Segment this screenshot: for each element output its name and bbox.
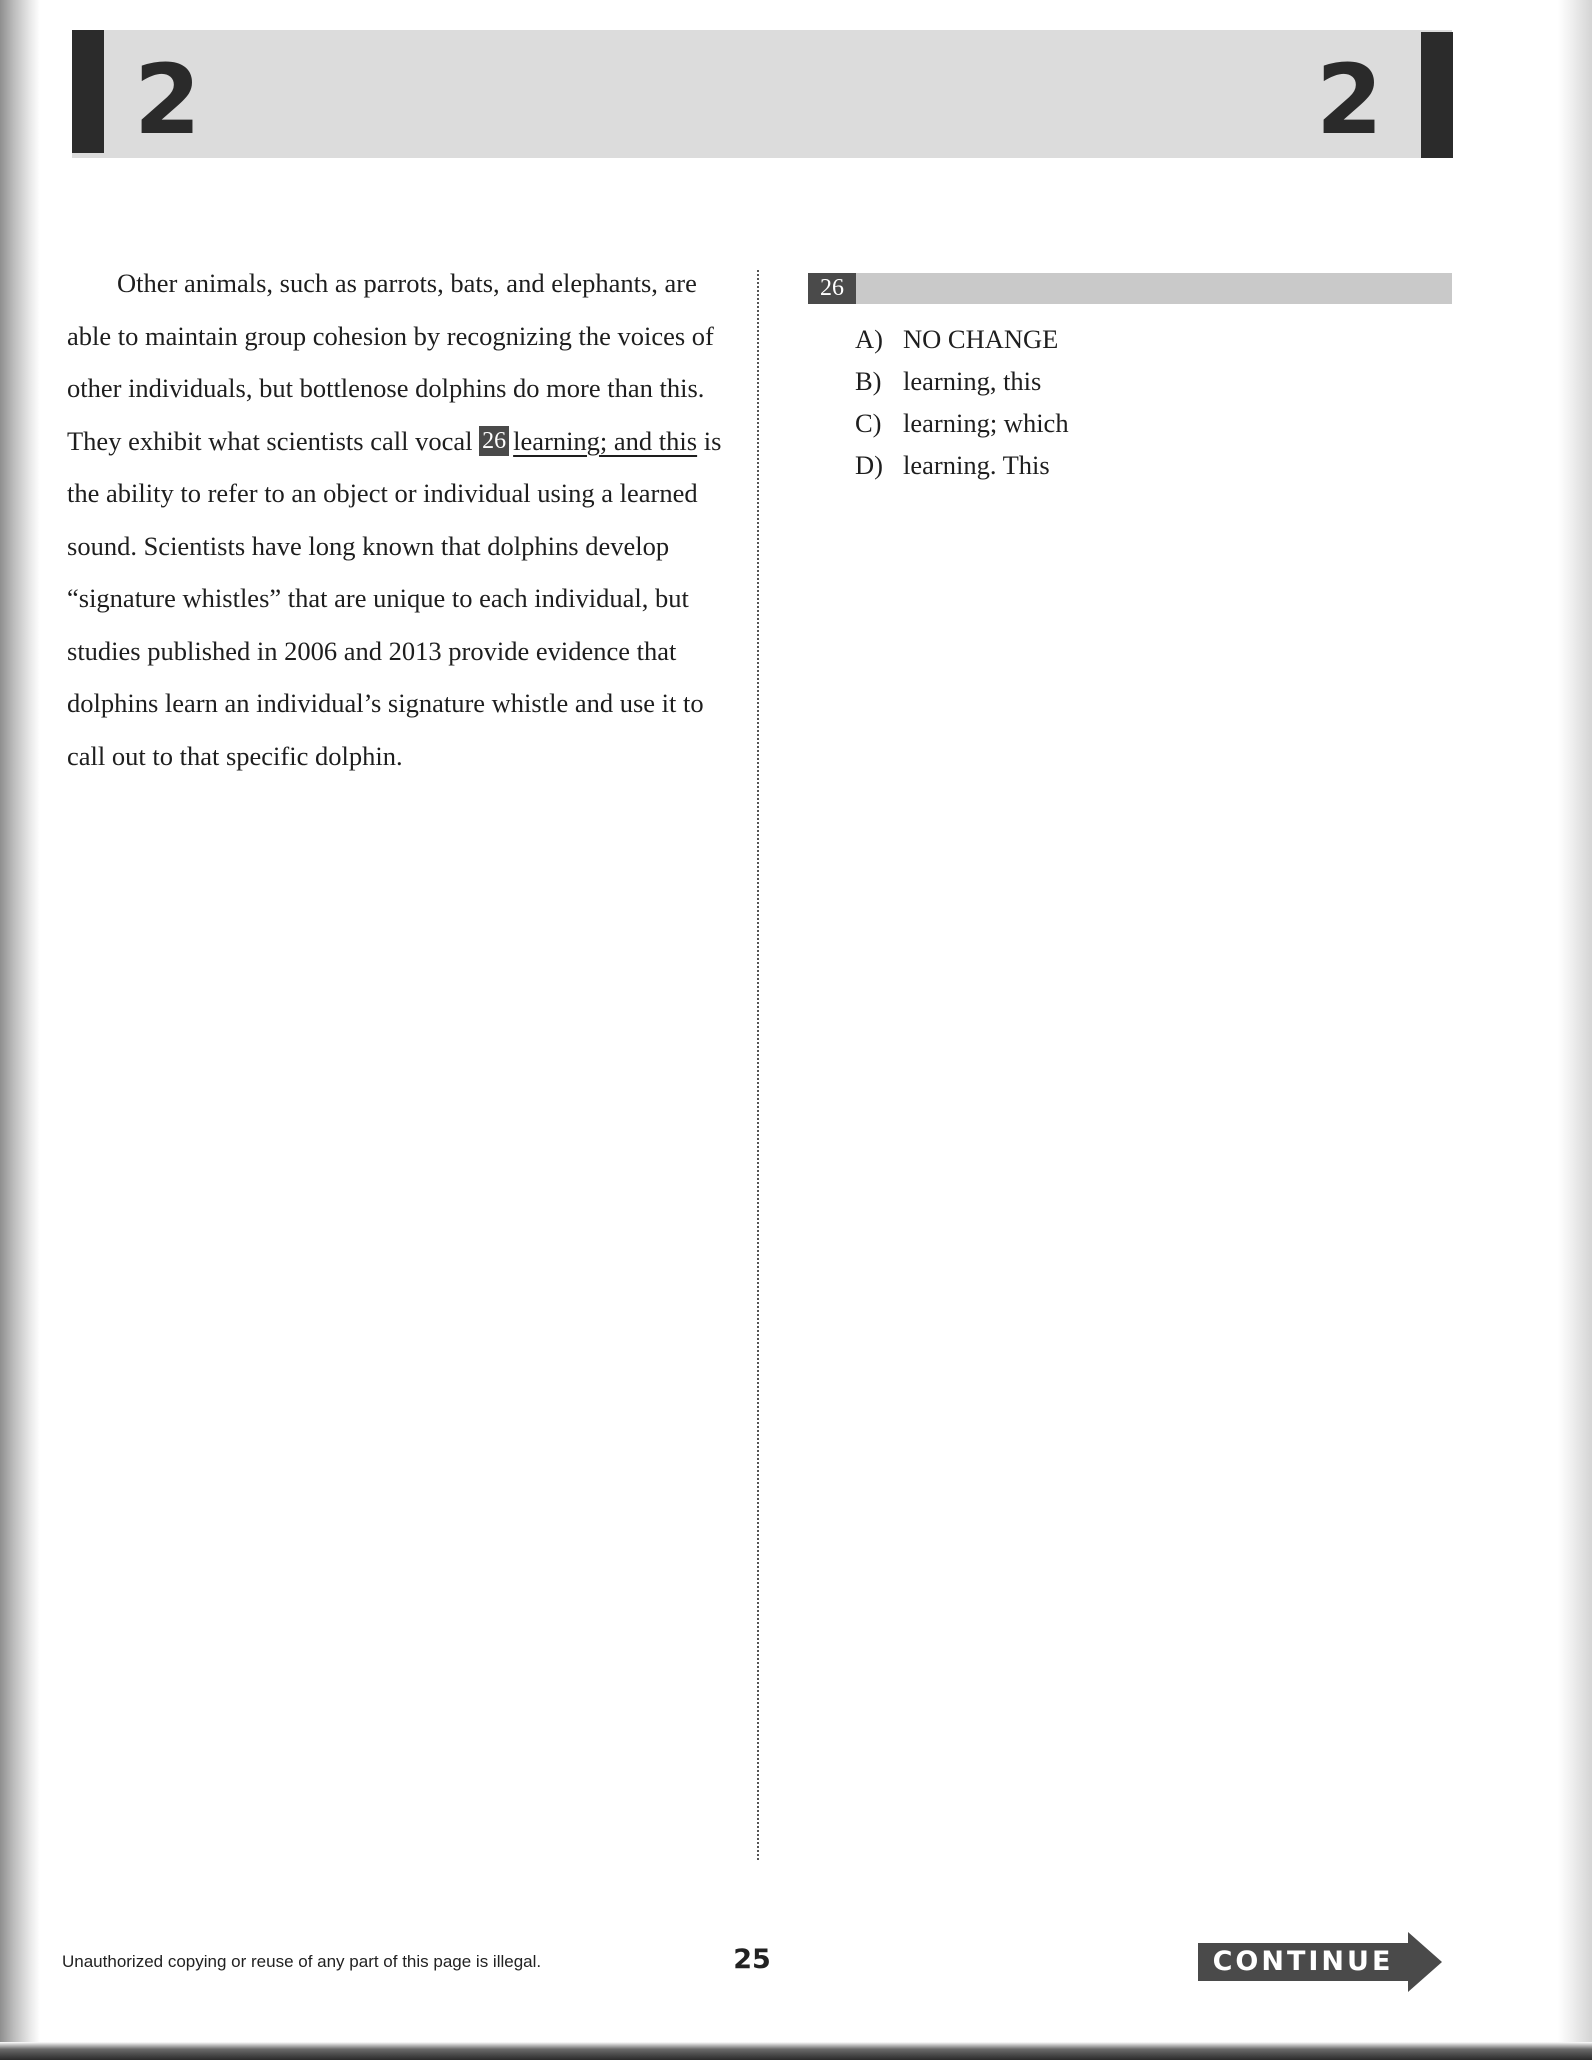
continue-label: CONTINUE — [1212, 1946, 1394, 1977]
question-number-badge: 26 — [479, 426, 509, 456]
section-number-right: 2 — [1316, 44, 1383, 156]
choice-letter: C) — [855, 408, 882, 438]
choice-text: learning; which — [903, 408, 1069, 438]
choice-letter: D) — [855, 450, 883, 480]
scan-right-edge — [1558, 0, 1592, 2060]
underlined-portion: learning; and this — [513, 425, 698, 456]
passage-text-after: is the ability to refer to an object or individual using a learned sound. Scientists have long known that dolphins develop “signature whistles” that are unique to each individual, but studies published in 2006 and 2013 provide evidence that dolphins learn an individual’s signature whistle and use it to call out to that specific dolphin. — [67, 425, 722, 771]
choice-d[interactable] — [855, 444, 1069, 486]
scan-left-shadow — [0, 0, 40, 2060]
choice-a[interactable] — [855, 318, 1069, 360]
scan-bottom-edge — [0, 2042, 1592, 2060]
section-header-band — [72, 30, 1452, 158]
question-number: 26 — [808, 273, 856, 304]
section-header-left-bar — [72, 30, 104, 153]
choice-text: learning, this — [903, 366, 1042, 396]
passage-paragraph — [67, 257, 727, 782]
page-number: 25 — [733, 1944, 771, 1975]
answer-choices — [855, 318, 1069, 486]
section-header-right-bar — [1421, 32, 1453, 158]
question-header-band — [808, 273, 1452, 304]
choice-letter: B) — [855, 366, 882, 396]
choice-text: NO CHANGE — [903, 324, 1059, 354]
copyright-notice: Unauthorized copying or reuse of any part of this page is illegal. — [62, 1952, 542, 1971]
section-number-left: 2 — [134, 44, 201, 156]
choice-c[interactable] — [855, 402, 1069, 444]
choice-b[interactable] — [855, 360, 1069, 402]
column-divider — [757, 270, 759, 1860]
passage-text-before: Other animals, such as parrots, bats, and elephants, are able to maintain group cohesion by recognizing the voices of other individuals, but bottlenose dolphins do more than this. They exhibit what scientists call vocal — [67, 268, 714, 456]
choice-text: learning. This — [903, 450, 1050, 480]
choice-letter: A) — [855, 324, 883, 354]
